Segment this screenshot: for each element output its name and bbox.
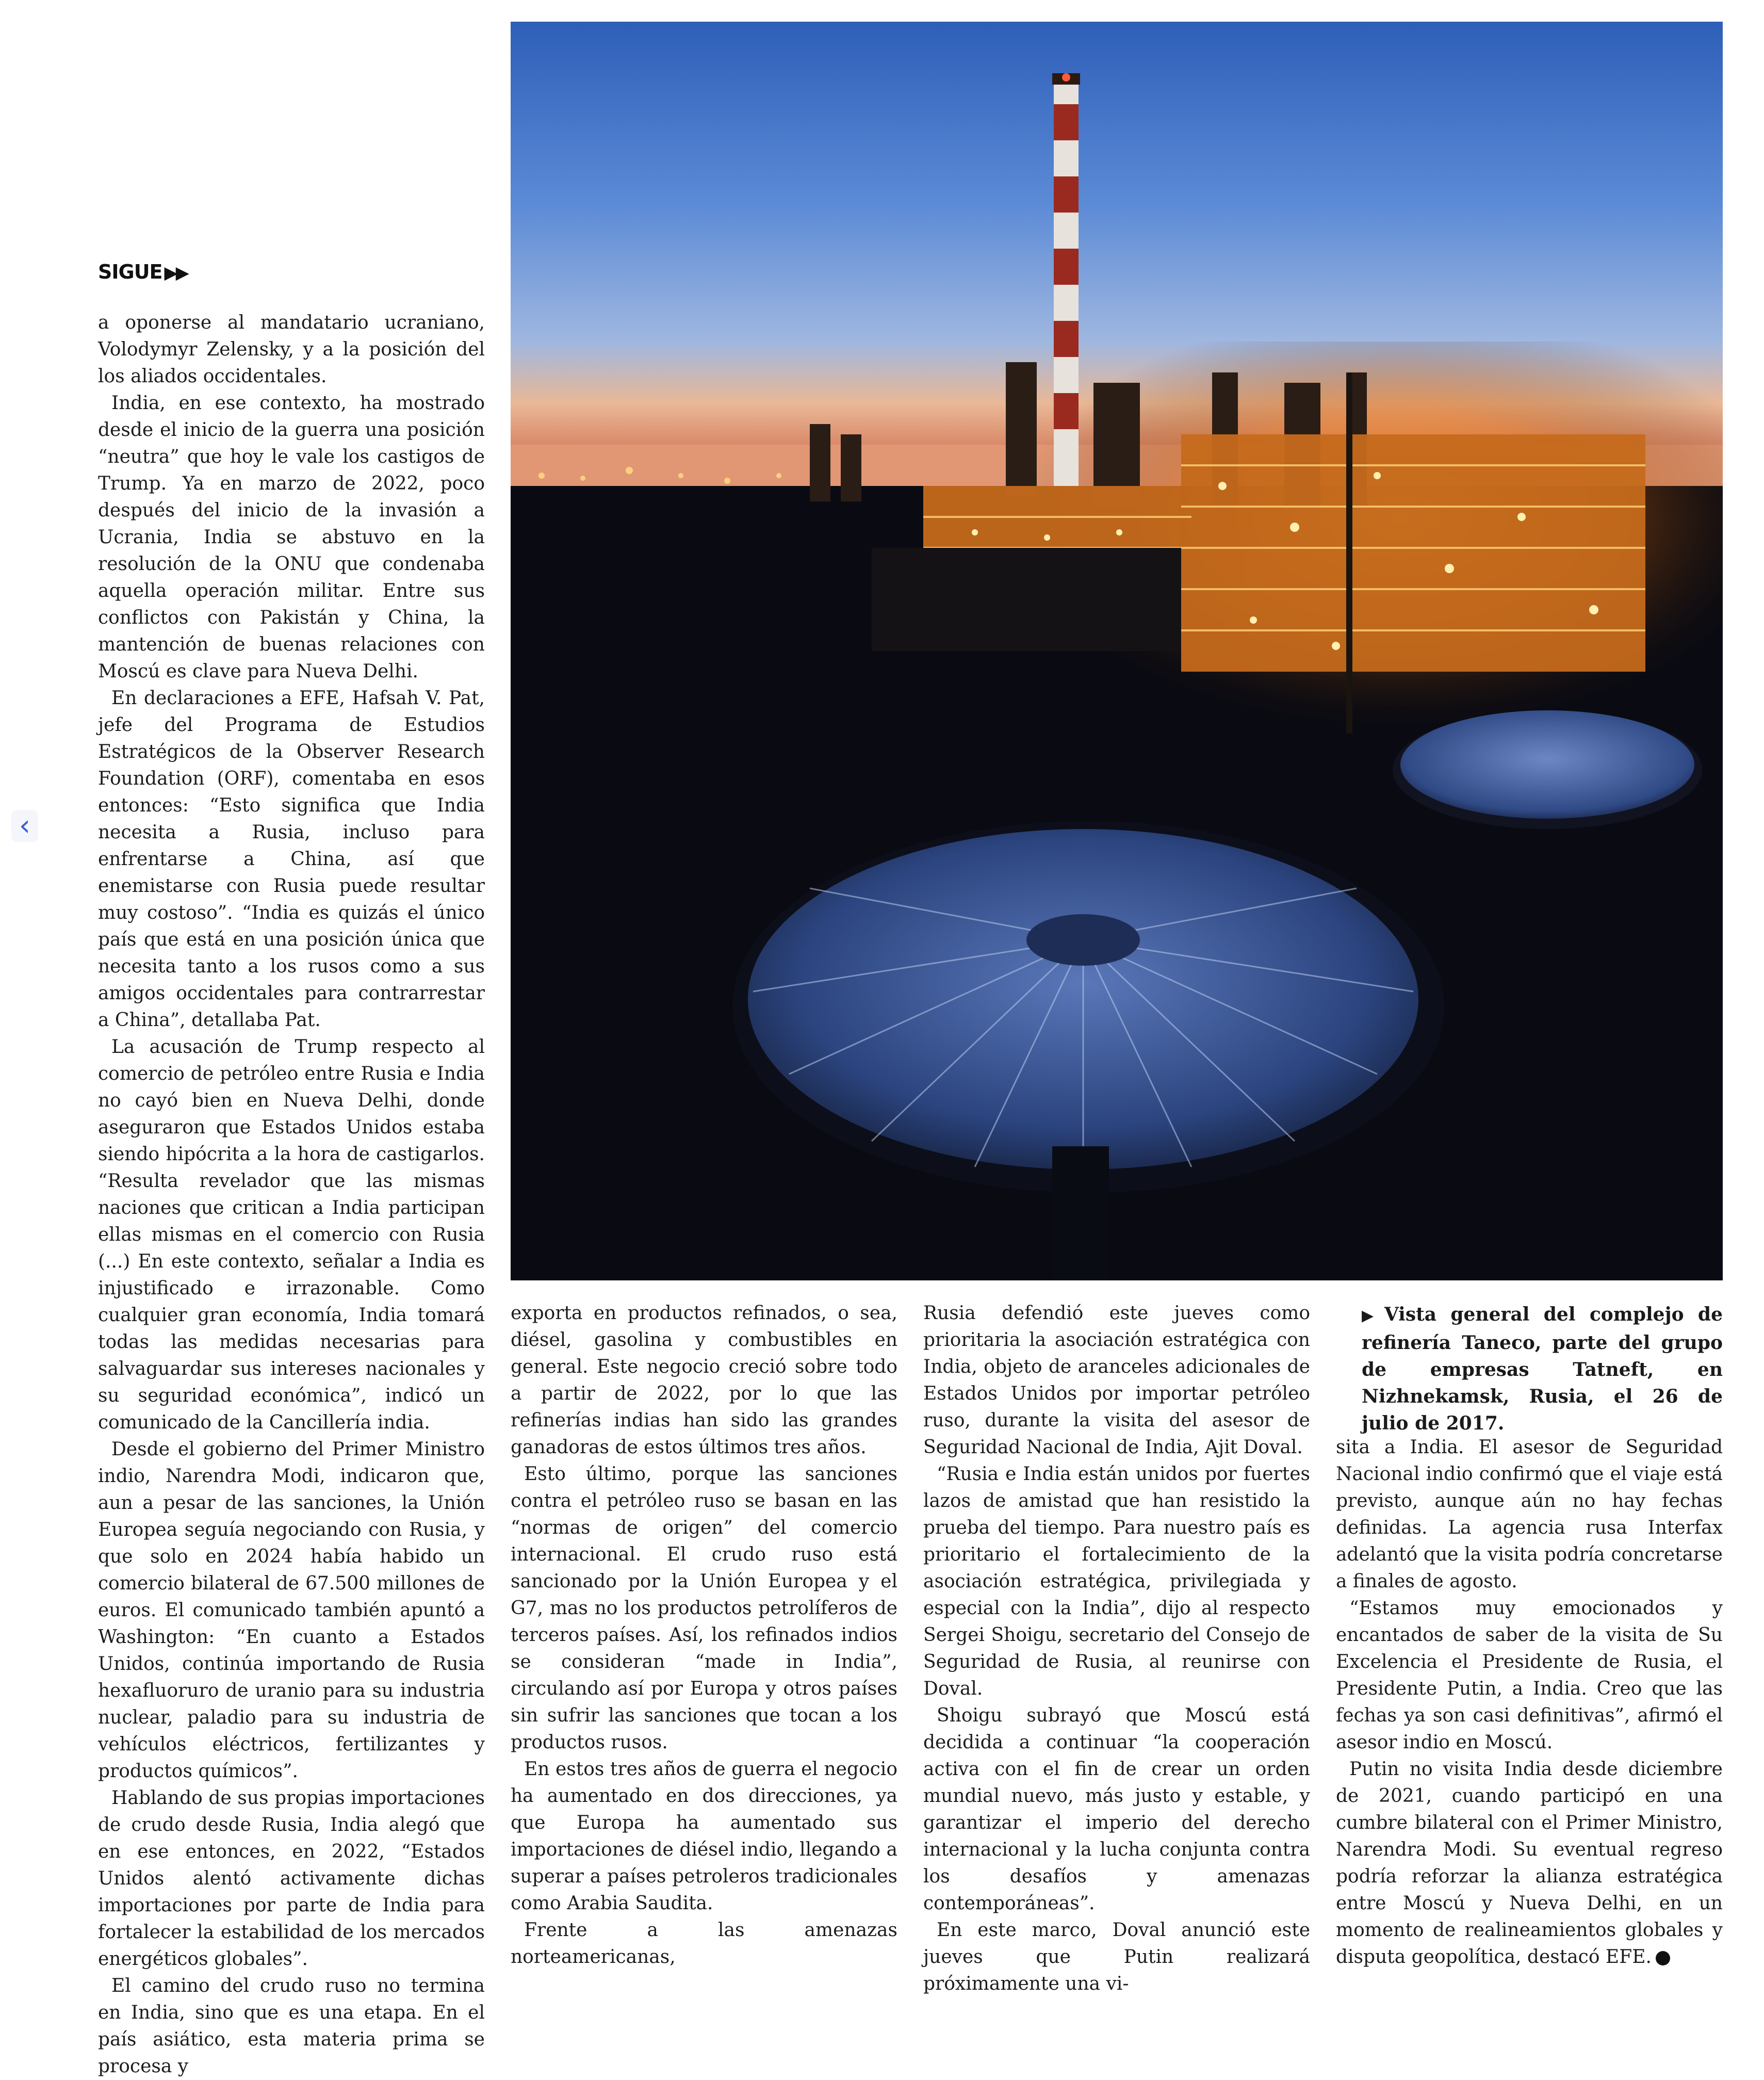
sigue-marker [98, 261, 187, 283]
paragraph: Hablando de sus propias importaciones de crudo desde Rusia, India alegó que en ese entonces, en 2022, “Estados Unidos alentó activamente dichas importaciones por parte de India para fortalecer la estabilidad de los mercados energéticos globales”. [98, 1788, 485, 1970]
photo-caption [1362, 1301, 1723, 1437]
paragraph: “Rusia e India están unidos por fuertes lazos de amistad que han resistido la prueba del tiempo. Para nuestro país es prioritario el fortalecimiento de la asociación estratégica, privilegiada y especial con la India”, dijo al respecto Sergei Shoigu, secretario del Consejo de Seguridad de Rusia, al reunirse con Doval. [923, 1464, 1310, 1699]
article-column-3 [923, 1300, 1310, 1997]
paragraph: En este marco, Doval anunció este jueves que Putin realizará próximamente una vi- [923, 1920, 1310, 1994]
paragraph: En estos tres años de guerra el negocio ha aumentado en dos direcciones, ya que Europa ha aumentado sus importaciones de diésel indio, llegando a superar a países petroleros tradicionales como Arabia Saudita. [511, 1759, 897, 1914]
refinery-photo [511, 22, 1723, 1280]
caption-triangle-icon: ▶ [1362, 1307, 1381, 1325]
caption-text: Vista general del complejo de refinería Taneco, parte del grupo de empresas Tatneft, en Nizhnekamsk, Rusia, el 26 de julio de 2017. [1362, 1304, 1723, 1434]
article-column-4 [1336, 1434, 1723, 1971]
paragraph-last [1336, 1756, 1723, 1971]
paragraph: En declaraciones a EFE, Hafsah V. Pat, jefe del Programa de Estudios Estratégicos de la Observer Research Foundation (ORF), comentaba en esos entonces: “Esto significa que India necesita a Rusia, incluso para enfrentarse a China, así que enemistarse con Rusia puede resultar muy costoso”. “India es quizás el único país que está en una posición única que necesita tanto a los rusos como a sus amigos occidentales para contrarrestar a China”, detallaba Pat. [98, 688, 485, 1031]
back-chevron-icon[interactable]: ‹ [11, 810, 38, 842]
paragraph: “Estamos muy emocionados y encantados de saber de la visita de Su Excelencia el Presidente de Rusia, el Presidente Putin, a India. Creo que las fechas ya son casi definitivas”, afirmó el asesor indio en Moscú. [1336, 1598, 1723, 1753]
article-column-1 [98, 310, 485, 2080]
paragraph: sita a India. El asesor de Seguridad Nacional indio confirmó que el viaje está previsto, aunque aún no hay fechas definidas. La agencia rusa Interfax adelantó que la visita podría concretarse a finales de agosto. [1336, 1437, 1723, 1592]
end-of-article-dot-icon [1656, 1951, 1670, 1965]
paragraph: a oponerse al mandatario ucraniano, Volodymyr Zelensky, y a la posición del los aliados occidentales. [98, 312, 485, 387]
sigue-label: SIGUE [98, 261, 162, 283]
paragraph: El camino del crudo ruso no termina en India, sino que es una etapa. En el país asiático, esta materia prima se procesa y [98, 1975, 485, 2077]
paragraph: Esto último, porque las sanciones contra el petróleo ruso se basan en las “normas de origen” del comercio internacional. El crudo ruso está sancionado por la Unión Europea y el G7, mas no los productos petrolíferos de terceros países. Así, los refinados indios se consideran “made in India”, circulando así por Europa y otros países sin sufrir las sanciones que tocan a los productos rusos. [511, 1464, 897, 1753]
paragraph: La acusación de Trump respecto al comercio de petróleo entre Rusia e India no cayó bien en Nueva Delhi, donde aseguraron que Estados Unidos estaba siendo hipócrita a la hora de castigarlos. “Resulta revelador que las mismas naciones que critican a India participan ellas mismas en el comercio con Rusia (...) En este contexto, señalar a India es injustificado e irrazonable. Como cualquier gran economía, India tomará todas las medidas necesarias para salvaguardar sus intereses nacionales y su seguridad económica”, indicó un comunicado de la Cancillería india. [98, 1036, 485, 1433]
paragraph: Rusia defendió este jueves como prioritaria la asociación estratégica con India, objeto de aranceles adicionales de Estados Unidos por importar petróleo ruso, durante la visita del asesor de Seguridad Nacional de India, Ajit Doval. [923, 1303, 1310, 1458]
paragraph: Desde el gobierno del Primer Ministro indio, Narendra Modi, indicaron que, aun a pesar de las sanciones, la Unión Europea seguía negociando con Rusia, y que solo en 2024 había habido un comercio bilateral de 67.500 millones de euros. El comunicado también apuntó a Washington: “En cuanto a Estados Unidos, continúa importando de Rusia hexafluoruro de uranio para su industria nuclear, paladio para su industria de vehículos eléctricos, fertilizantes y productos químicos”. [98, 1439, 485, 1782]
article-column-2 [511, 1300, 897, 1971]
paragraph: Frente a las amenazas norteamericanas, [511, 1920, 897, 1968]
paragraph-text: Putin no visita India desde diciembre de 2021, cuando participó en una cumbre bilateral con el Primer Ministro, Narendra Modi. Su eventual regreso podría reforzar la alianza estratégica entre Moscú y Nueva Delhi, en un momento de realineamientos globales y disputa geopolítica, destacó EFE. [1336, 1759, 1723, 1968]
paragraph: exporta en productos refinados, o sea, diésel, gasolina y combustibles en general. Este negocio creció sobre todo a partir de 2022, por lo que las refinerías indias han sido las grandes ganadoras de estos últimos tres años. [511, 1303, 897, 1458]
paragraph: Shoigu subrayó que Moscú está decidida a continuar “la cooperación activa con el fin de crear un orden mundial nuevo, más justo y estable, y garantizar el imperio del derecho internacional y la lucha conjunta contra los desafíos y amenazas contemporáneas”. [923, 1705, 1310, 1914]
paragraph: India, en ese contexto, ha mostrado desde el inicio de la guerra una posición “neutra” que hoy le vale los castigos de Trump. Ya en marzo de 2022, poco después del inicio de la invasión a Ucrania, India se abstuvo en la resolución de la ONU que condenaba aquella operación militar. Entre sus conflictos con Pakistán y China, la mantención de buenas relaciones con Moscú es clave para Nueva Delhi. [98, 393, 485, 682]
double-arrow-icon: ▶▶ [164, 263, 187, 283]
